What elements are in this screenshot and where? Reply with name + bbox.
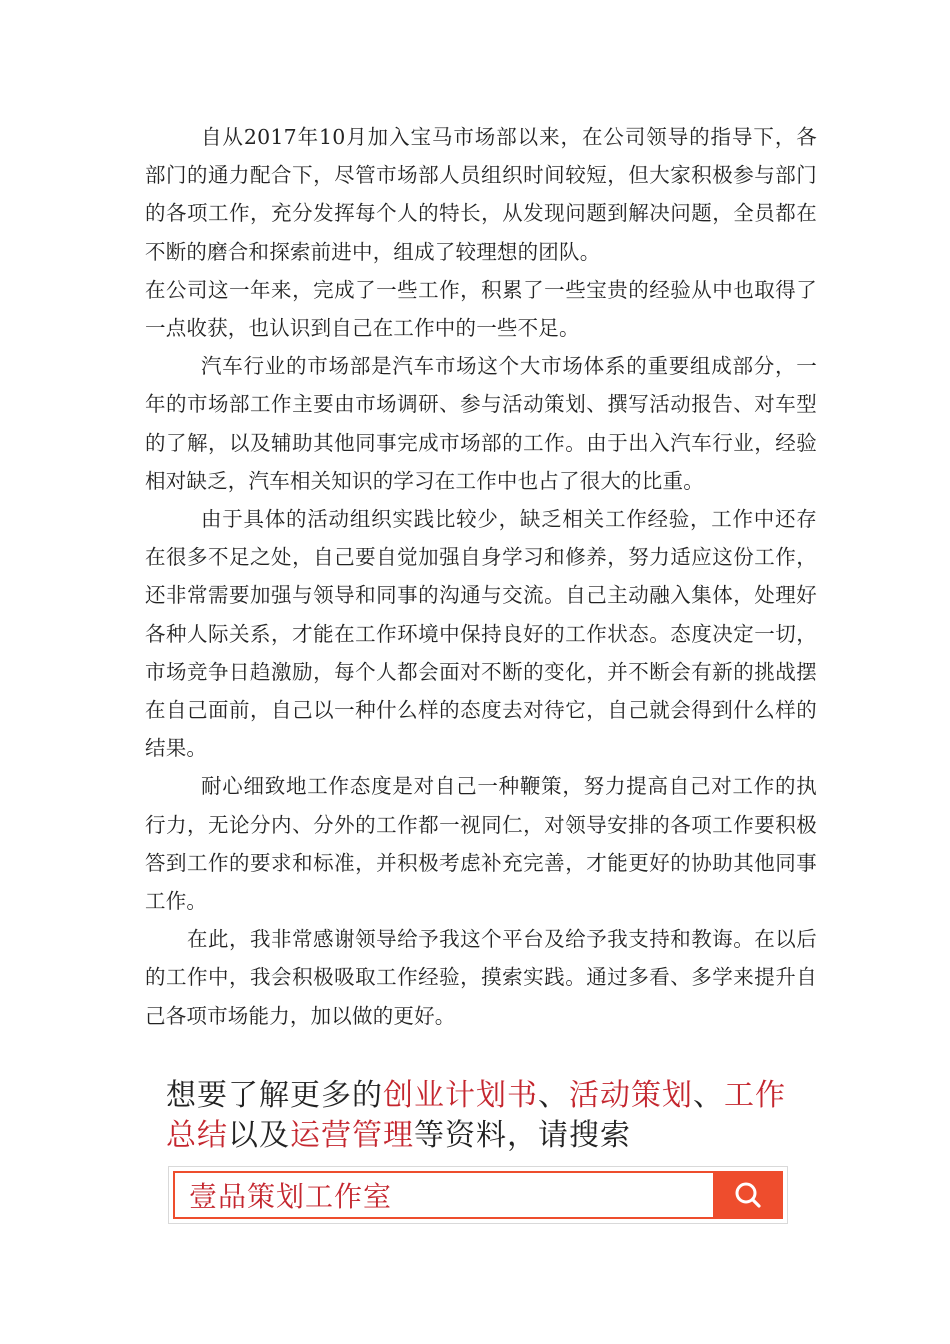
search-input[interactable] <box>173 1171 713 1219</box>
paragraph-3: 汽车行业的市场部是汽车市场这个大市场体系的重要组成部分，一年的市场部工作主要由市场调研、参与活动策划、撰写活动报告、对车型的了解，以及辅助其他同事完成市场部的工作。由于出入汽车行业，经验相对缺乏，汽车相关知识的学习在工作中也占了很大的比重。 <box>145 354 817 493</box>
paragraph-2: 在公司这一年来，完成了一些工作，积累了一些宝贵的经验从中也取得了一点收获，也认识到自己在工作中的一些不足。 <box>145 277 817 341</box>
document-body <box>145 118 817 1035</box>
promo-keyword-work-summary[interactable]: 工作总结 <box>166 1078 786 1153</box>
promo-text-part: 等资料，请搜索 <box>414 1118 631 1153</box>
search-icon <box>733 1180 763 1210</box>
paragraph-4: 由于具体的活动组织实践比较少，缺乏相关工作经验，工作中还存在很多不足之处，自己要自觉加强自身学习和修养，努力适应这份工作，还非常需要加强与领导和同事的沟通与交流。自己主动融入集体，处理好各种人际关系，才能在工作环境中保持良好的工作状态。态度决定一切，市场竞争日趋激励，每个人都会面对不断的变化，并不断会有新的挑战摆在自己面前，自己以一种什么样的态度去对待它，自己就会得到什么样的结果。 <box>145 507 817 761</box>
promo-keyword-event-planning[interactable]: 活动策划 <box>569 1078 693 1113</box>
search-button[interactable] <box>713 1171 783 1219</box>
promo-keyword-business-plan[interactable]: 创业计划书 <box>383 1078 538 1113</box>
promo-text-part: 想要了解更多的 <box>166 1078 383 1113</box>
promo-text-part: 以及 <box>228 1118 290 1153</box>
paragraph-1: 自从2017年10月加入宝马市场部以来，在公司领导的指导下，各部门的通力配合下，尽管市场部人员组织时间较短，但大家积极参与部门的各项工作，充分发挥每个人的特长，从发现问题到解决问题，全员都在不断的磨合和探索前进中，组成了较理想的团队。 <box>145 125 817 264</box>
paragraph-6: 在此，我非常感谢领导给予我这个平台及给予我支持和教诲。在以后的工作中，我会积极吸取工作经验，摸索实践。通过多看、多学来提升自己各项市场能力，加以做的更好。 <box>145 927 817 1028</box>
search-box <box>168 1166 788 1224</box>
promo-keyword-operations[interactable]: 运营管理 <box>290 1118 414 1153</box>
promo-text <box>166 1076 806 1156</box>
promo-text-part: 、 <box>538 1078 569 1113</box>
paragraph-5: 耐心细致地工作态度是对自己一种鞭策，努力提高自己对工作的执行力，无论分内、分外的工作都一视同仁，对领导安排的各项工作要积极答到工作的要求和标准，并积极考虑补充完善，才能更好的协助其他同事工作。 <box>145 774 817 914</box>
promo-text-part: 、 <box>693 1078 724 1113</box>
search-input-value: 壹品策划工作室 <box>189 1180 393 1213</box>
